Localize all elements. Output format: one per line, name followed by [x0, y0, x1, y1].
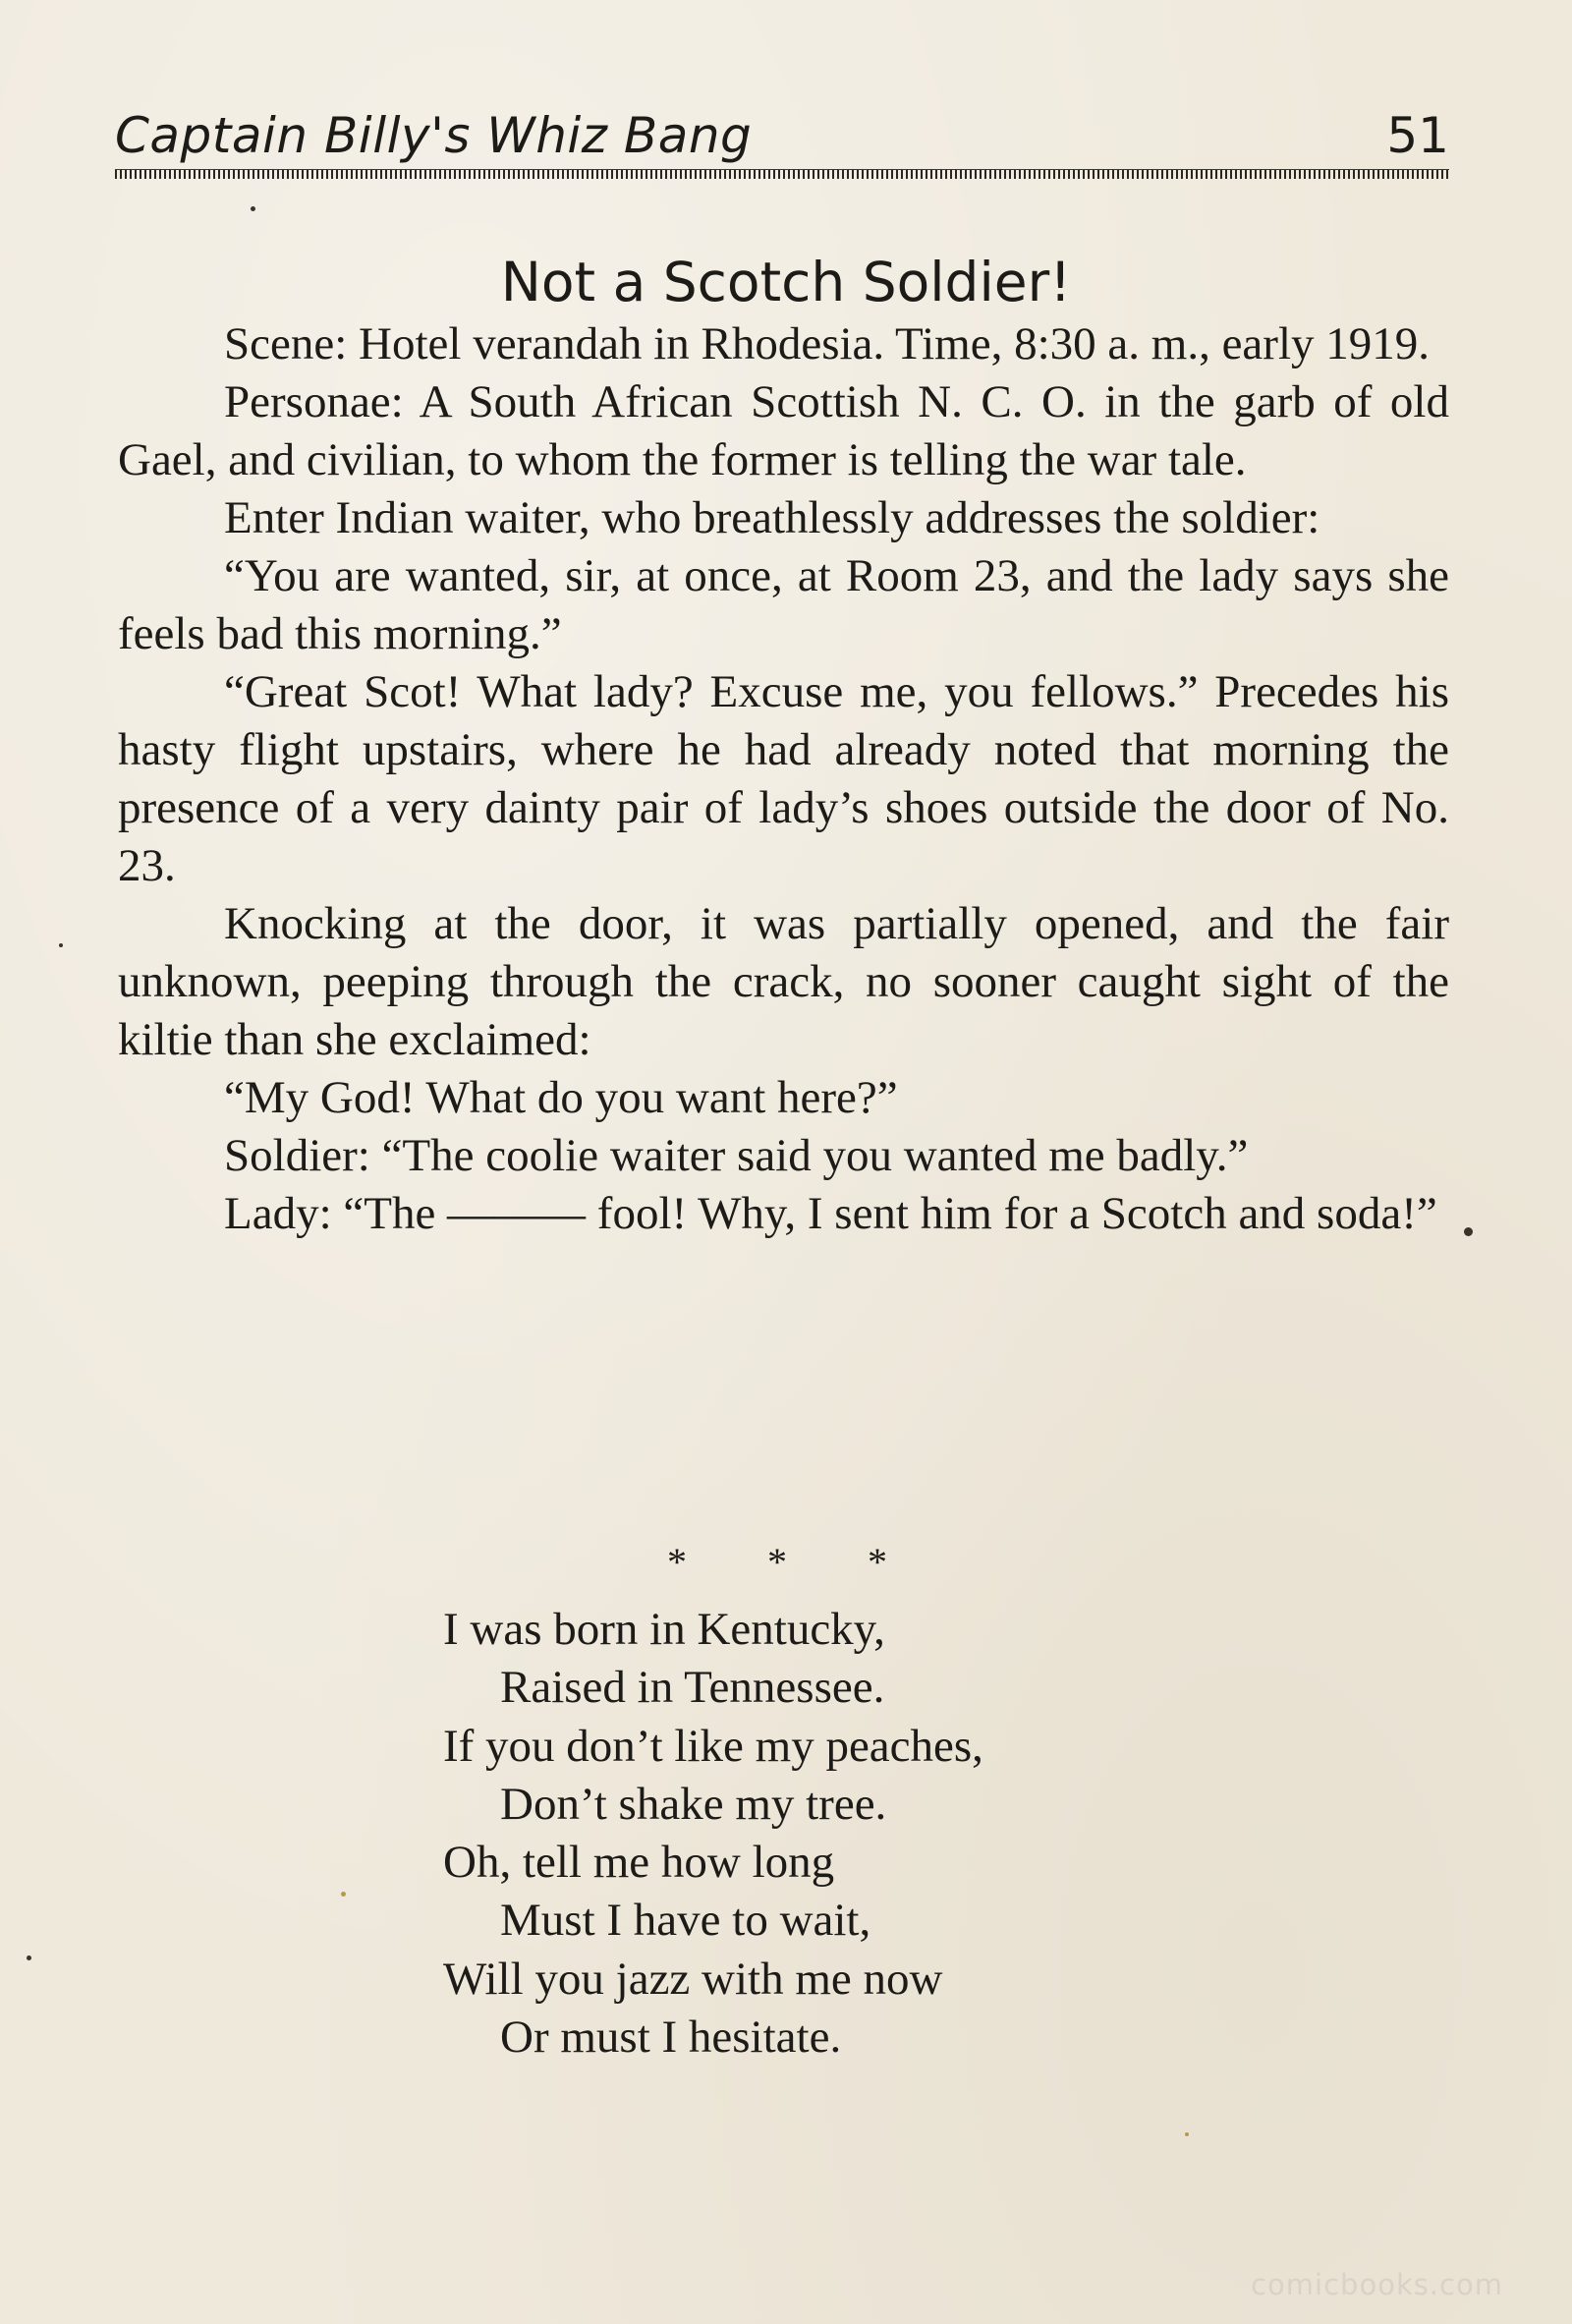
poem-line: I was born in Kentucky,: [443, 1604, 885, 1655]
paragraph-soldier-reply: “Great Scot! What lady? Excuse me, you fellows.” Precedes his hasty flight upstairs, where he had already noted that morning the presence of a very dainty pair of lady’s shoes outside the door of No. 23.: [118, 666, 1449, 891]
paper-speck: [1464, 1227, 1473, 1236]
watermark: comicbooks.com: [1251, 2268, 1503, 2301]
paper-speck: [59, 943, 63, 947]
paper-speck: [341, 1892, 346, 1897]
header-rule: [115, 169, 1449, 179]
poem-line: If you don’t like my peaches,: [443, 1720, 983, 1772]
paragraph-waiter-speech: “You are wanted, sir, at once, at Room 23, and the lady says she feels bad this morning.”: [118, 550, 1449, 659]
poem-line: Will you jazz with me now: [443, 1953, 943, 2005]
poem-line: Don’t shake my tree.: [500, 1778, 887, 1830]
running-header: [115, 106, 1449, 165]
magazine-title: Captain Billy's Whiz Bang: [115, 107, 753, 164]
article-title: Not a Scotch Soldier!: [500, 251, 1072, 313]
paragraph-soldier-line: Soldier: “The coolie waiter said you wanted me badly.”: [224, 1130, 1249, 1181]
paragraph-knocking: Knocking at the door, it was partially opened, and the fair unknown, peeping through the crack, no sooner caught sight of the kiltie than she exclaimed:: [118, 898, 1449, 1065]
poem-line: Or must I hesitate.: [500, 2012, 842, 2064]
paragraph-scene: Scene: Hotel verandah in Rhodesia. Time, 8:30 a. m., early 1919.: [224, 318, 1431, 369]
section-separator: * * *: [667, 1540, 923, 1584]
poem-line: Must I have to wait,: [500, 1895, 871, 1947]
paragraph-personae: Personae: A South African Scottish N. C. O. in the garb of old Gael, and civilian, to whom the former is telling the war tale.: [118, 376, 1449, 485]
article-body: [118, 315, 1449, 1243]
page-number: 51: [1386, 107, 1449, 164]
paragraph-lady-punchline: Lady: “The ——— fool! Why, I sent him for a Scotch and soda!”: [224, 1188, 1437, 1239]
poem: [443, 1601, 1327, 2067]
paragraph-lady-exclaim: “My God! What do you want here?”: [224, 1072, 898, 1123]
poem-line: Raised in Tennessee.: [500, 1662, 885, 1714]
paper-speck: [251, 206, 255, 211]
poem-line: Oh, tell me how long: [443, 1837, 835, 1889]
paragraph-enter-waiter: Enter Indian waiter, who breathlessly addresses the soldier:: [224, 492, 1320, 543]
paper-speck: [1185, 2132, 1189, 2136]
paper-speck: [27, 1956, 31, 1960]
